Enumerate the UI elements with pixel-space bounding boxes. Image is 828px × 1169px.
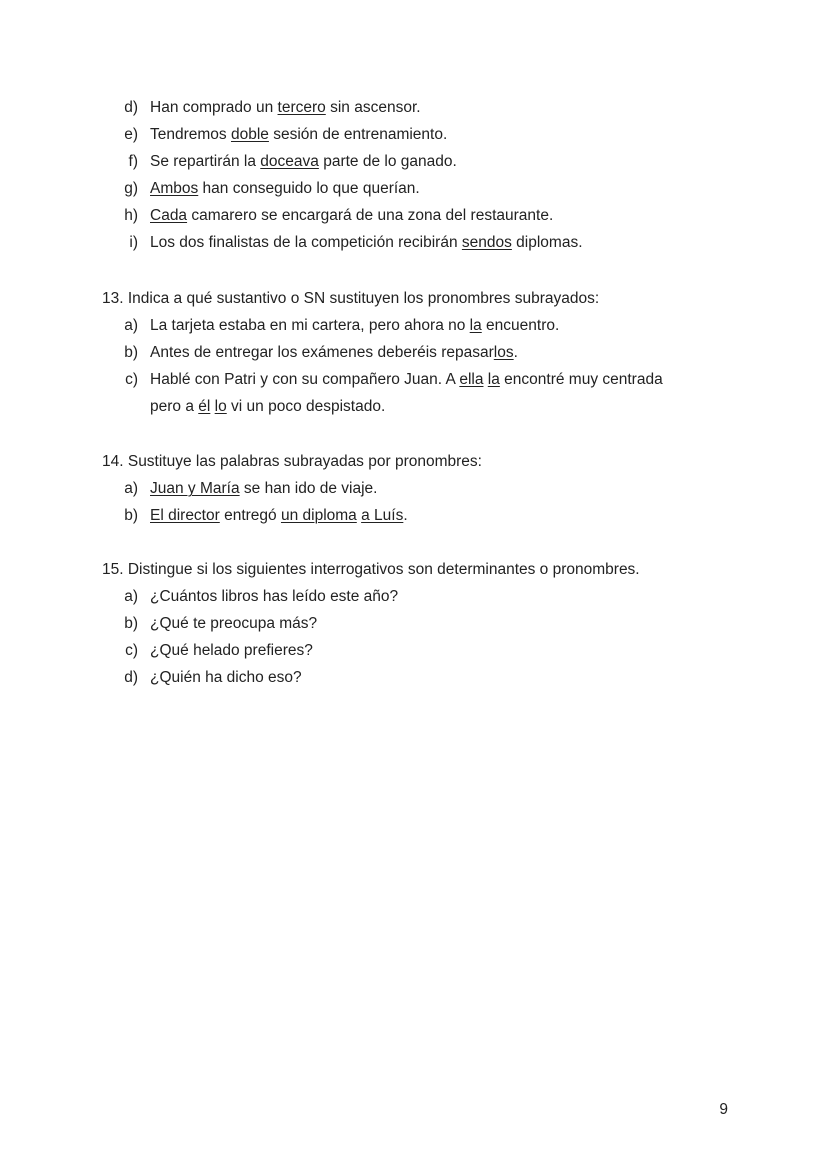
item-text: encontré muy centrada xyxy=(499,371,663,388)
item-text: Se repartirán la xyxy=(150,153,261,170)
item-text: sesión de entrenamiento. xyxy=(268,126,448,143)
list-marker: b) xyxy=(124,344,138,361)
item-text: encuentro. xyxy=(481,317,560,334)
item-text: Los dos finalistas de la competición recibirán xyxy=(150,234,462,251)
underlined-word: los xyxy=(493,344,514,361)
underlined-word: a Luís xyxy=(361,507,404,524)
list-marker: h) xyxy=(124,207,138,224)
item-text: ¿Cuántos libros has leído este año? xyxy=(150,588,399,605)
question-15-title: 15. Distingue si los siguientes interrogativos son determinantes o pronombres. xyxy=(102,561,640,578)
item-text: ¿Qué te preocupa más? xyxy=(150,615,318,632)
item-text: Antes de entregar los exámenes deberéis repasar xyxy=(150,344,494,361)
list-item xyxy=(150,668,302,688)
item-text: sin ascensor. xyxy=(325,99,421,116)
list-item xyxy=(150,506,408,526)
item-text: han conseguido lo que querían. xyxy=(198,180,420,197)
list-marker: g) xyxy=(124,180,138,197)
list-item xyxy=(150,152,457,172)
list-item xyxy=(150,98,421,118)
underlined-word: El director xyxy=(150,507,220,524)
underlined-word: Cada xyxy=(150,207,188,224)
underlined-word: un diploma xyxy=(280,507,357,524)
item-text: Hablé con Patri y con su compañero Juan. A xyxy=(150,371,460,388)
list-item xyxy=(150,206,553,226)
list-item xyxy=(150,641,313,661)
list-marker: e) xyxy=(124,126,138,143)
item-text: ¿Qué helado prefieres? xyxy=(150,642,313,659)
underlined-word: él xyxy=(198,398,211,415)
list-marker: c) xyxy=(125,642,138,659)
list-marker: i) xyxy=(129,234,138,251)
item-text: camarero se encargará de una zona del restaurante. xyxy=(187,207,554,224)
list-marker: c) xyxy=(125,371,138,388)
list-item xyxy=(150,479,377,499)
underlined-word: lo xyxy=(214,398,227,415)
list-item xyxy=(150,343,518,363)
list-marker: a) xyxy=(124,588,138,605)
item-text: . xyxy=(513,344,518,361)
list-item xyxy=(150,587,398,607)
underlined-word: doceava xyxy=(260,153,319,170)
page-number: 9 xyxy=(719,1101,728,1118)
list-item xyxy=(150,125,447,145)
underlined-word: Juan y María xyxy=(150,480,240,497)
list-marker: d) xyxy=(124,669,138,686)
question-14-title: 14. Sustituye las palabras subrayadas por pronombres: xyxy=(102,453,482,470)
list-item xyxy=(150,233,583,253)
underlined-word: tercero xyxy=(277,99,326,116)
list-item xyxy=(150,614,317,634)
list-marker: b) xyxy=(124,615,138,632)
item-text: entregó xyxy=(219,507,281,524)
list-item xyxy=(150,370,663,390)
underlined-word: la xyxy=(487,371,500,388)
item-text: Han comprado un xyxy=(150,99,278,116)
underlined-word: ella xyxy=(459,371,484,388)
item-text: parte de lo ganado. xyxy=(318,153,457,170)
item-text: ¿Quién ha dicho eso? xyxy=(150,669,302,686)
list-item xyxy=(150,179,420,199)
item-text: . xyxy=(403,507,408,524)
list-item xyxy=(150,397,385,417)
item-text: pero a xyxy=(150,398,199,415)
item-text: diplomas. xyxy=(511,234,583,251)
list-marker: a) xyxy=(124,317,138,334)
list-marker: f) xyxy=(128,153,138,170)
underlined-word: Ambos xyxy=(150,180,199,197)
list-marker: b) xyxy=(124,507,138,524)
list-marker: a) xyxy=(124,480,138,497)
item-text: se han ido de viaje. xyxy=(239,480,378,497)
underlined-word: doble xyxy=(230,126,269,143)
list-item xyxy=(150,316,559,336)
item-text: Tendremos xyxy=(150,126,231,143)
list-marker: d) xyxy=(124,99,138,116)
question-13-title: 13. Indica a qué sustantivo o SN sustituyen los pronombres subrayados: xyxy=(102,290,600,307)
underlined-word: sendos xyxy=(461,234,512,251)
underlined-word: la xyxy=(469,317,482,334)
item-text: La tarjeta estaba en mi cartera, pero ahora no xyxy=(150,317,470,334)
item-text: vi un poco despistado. xyxy=(226,398,386,415)
